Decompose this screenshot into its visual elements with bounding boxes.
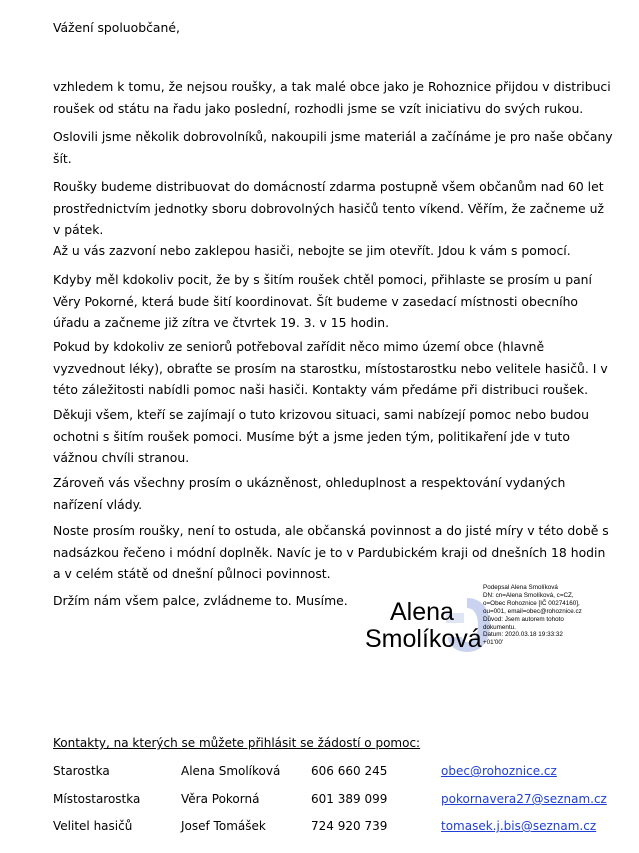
contact-row	[0, 818, 639, 836]
signature-detail-line: ou=001, email=obec@rohoznice.cz	[483, 607, 582, 615]
signature-first-name: Alena	[390, 598, 454, 626]
contact-role: Velitel hasičů	[53, 819, 133, 833]
signature-detail-line: dokumentu.	[483, 623, 516, 631]
contact-email-link[interactable]: pokornavera27@seznam.cz	[441, 792, 607, 806]
contact-phone: 601 389 099	[311, 792, 388, 806]
contact-email-link[interactable]: obec@rohoznice.cz	[441, 764, 557, 778]
signature-detail-line: Podepsal Alena Smolíková	[483, 584, 558, 591]
signature-details	[483, 584, 623, 647]
signature-detail-line: Datum: 2020.03.18 19:33:32	[483, 631, 563, 639]
contact-role: Starostka	[53, 764, 110, 778]
contact-name: Josef Tomášek	[181, 819, 266, 833]
letter-closing: Držím nám všem palce, zvládneme to. Musíme.	[53, 593, 348, 608]
contact-email-link[interactable]: tomasek.j.bis@seznam.cz	[441, 819, 597, 833]
letter-paragraph: Kdyby měl kdokoliv pocit, že by s šitím roušek chtěl pomoci, přihlaste se prosím u paní Věry Pokorné, která bude šití koordinovat. Šít budeme v zasedací místnosti obecního úřadu a začneme již zítra ve čtvrtek 19. 3. v 15 hodin.	[53, 272, 592, 330]
signature-detail-line: Důvod: Jsem autorem tohoto	[483, 615, 564, 623]
letter-greeting: Vážení spoluobčané,	[53, 20, 180, 35]
letter-paragraph: Zároveň vás všechny prosím o ukázněnost, ohleduplnost a respektování vydaných nařízení vlády.	[53, 475, 566, 512]
letter-paragraph: Až u vás zazvoní nebo zaklepou hasiči, nebojte se jim otevřít. Jdou k vám s pomocí.	[53, 243, 571, 258]
letter-paragraph: vzhledem k tomu, že nejsou roušky, a tak malé obce jako je Rohoznice přijdou v distribuci roušek od státu na řadu jako poslední, rozhodli jsme se vzít iniciativu do svých rukou.	[53, 79, 611, 116]
contact-name: Alena Smolíková	[181, 764, 281, 778]
contact-name: Věra Pokorná	[181, 792, 260, 806]
contacts-heading: Kontakty, na kterých se můžete přihlásit se žádostí o pomoc:	[53, 736, 421, 750]
letter-paragraph: Děkuji všem, kteří se zajímají o tuto krizovou situaci, sami nabízejí pomoc nebo budou ochotni s šitím roušek pomoci. Musíme být a jsme jeden tým, politikaření jde v tuto vážnou chvíli stranou.	[53, 407, 589, 465]
signature-detail-line: o=Obec Rohoznice [IČ 00274160],	[483, 599, 580, 607]
contact-phone: 606 660 245	[311, 764, 388, 778]
signature-detail-line: +01'00'	[483, 639, 504, 647]
contact-role: Místostarostka	[53, 792, 141, 806]
letter-paragraph: Pokud by kdokoliv ze seniorů potřeboval zařídit něco mimo území obce (hlavně vyzvednout léky), obraťte se prosím na starostku, místostarostku nebo velitele hasičů. I v této záležitosti nabídli pomoc naši hasiči. Kontakty vám předáme při distribuci roušek.	[53, 339, 608, 397]
contact-row	[0, 791, 639, 809]
letter-paragraph: Roušky budeme distribuovat do domácností zdarma postupně všem občanům nad 60 let prostřednictvím jednotky sboru dobrovolných hasičů tento víkend. Věřím, že začneme už v pátek.	[53, 179, 604, 237]
contact-phone: 724 920 739	[311, 819, 388, 833]
signature-detail-line: DN: cn=Alena Smolíková, c=CZ,	[483, 591, 574, 599]
contact-row	[0, 763, 639, 781]
digital-signature	[360, 585, 630, 675]
letter-paragraph: Noste prosím roušky, není to ostuda, ale občanská povinnost a do jisté míry v této době s nadsázkou řečeno i módní doplněk. Navíc je to v Pardubickém kraji od dnešních 18 hodin a v celém státě od dnešní půlnoci povinnost.	[53, 523, 609, 581]
letter-paragraph: Oslovili jsme několik dobrovolníků, nakoupili jsme materiál a začínáme je pro naše občany šít.	[53, 129, 613, 166]
signature-last-name: Smolíková	[365, 625, 482, 653]
